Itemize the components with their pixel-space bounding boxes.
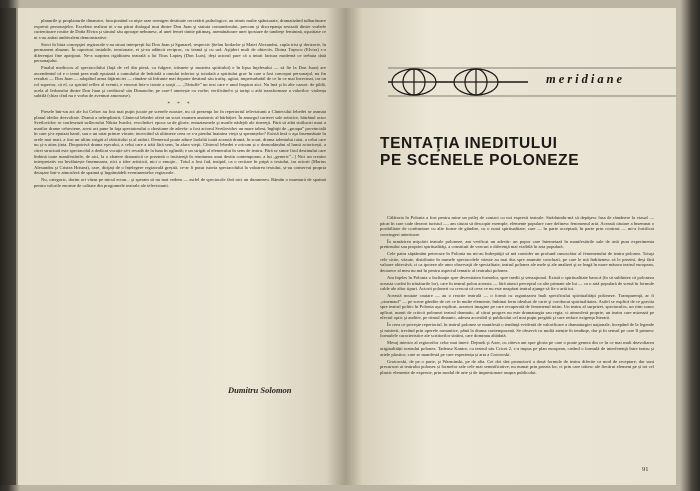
left-paragraph-1: planurile şi proplanurile dinamice, funcţionând ca nişte raze roentgen destinate cercetării psihologice, au trimis multe spânzurate, dramatizând tulburătoare expresii personajelor. Excelent realizat ni s-au părut dialogul mut dintre Don Juan şi statuia comandorului, precum şi discrepanţa sesizată dintre vorbele curtenitoare rostite de Doña Elvira şi sărutul său aproape nebunesc, al unei femei rănite pătimaş, asemănătoare unei ipostaze de tandreţe feminină, uşurătate ce ni s-au arătat ambivalent demonstrative.	[34, 18, 326, 40]
right-article-body	[380, 215, 654, 377]
article-title	[380, 135, 580, 169]
left-paragraph-5: Nu, categoric, dorim ori văzut pe micul ecran... şi speram să nu mai vedem — astfel de spectacole fără nici un dumnezeu. Rămân o marmură de spaimă pentru valorile enorme de calitate din programele teatrale ale televiziunii.	[34, 177, 326, 188]
right-paragraph-6: În ceea ce priveşte repertoriul, în teatrul polonez se manifestă o tendinţă evidentă de valorificare a dramaturgiei naţionale, începând de la legende şi misterii, trecând prin operele romantice, până la drama contemporană. Se observă cu multă atenție în tendinţe, dar şi în sensul pe care îl primesc formulele caracteristice ale scriitorilor străini, care dominau altădată.	[380, 322, 654, 339]
article-title-line-1: TENTAŢIA INEDITULUI	[380, 135, 558, 152]
article-title-line-2: PE SCENELE POLONEZE	[380, 152, 580, 169]
right-paragraph-5: Această noutate cautare — au o reactie teatrală — o formă cu organizarea înalt specificului spiritualităţii poloneze. Transparenţă, ar fi „cinemaul” — pe scene gândite de cei ce în multe elemente, îmbinat ferm idealuri de carte şi coroborat spiritualitatea. Astfel se explică de ce gravita spre teatrul politic în Polonia aşa explicat, arareori imagine pe care recuperată de fenomenul intim. Un teatru al surprizei, spectaculos, un ritm sonor aplicat, numit de criticii polonezi teatrul dramatic, al cărui progres nu este dramaturgia sau regia, ci atmosferă proprie, un teatru care mizează pe efectul optic şi auditiv, pe ritmul dinamic, adesea accesibil și publicului cel mai puţin pregătit şi care reduce exigenţa literară.	[380, 293, 654, 321]
author-signature: Dumitru Solomon	[228, 385, 292, 395]
left-paragraph-3: Finalul mediocru al spectacolului (faţă de cel din piesă, cu fulgere, trăsnete şi moartea spiritului) e în lipsa înţelesului — să fie la Don Juan) are ascendentul că e o temă prea mult epuizată a cumulului de îndoială a omului inferior şi totodată a spiritului grav în care a fost conceput personajul, nu fin rezultat — Don Juan — adoptînd arma făţărniciei — rămâne să înfrunte mai departe destinul său trufaş, agitat, imperturbabil de ce în ce mai învecinat, iar un rol superior, că el, ca spiritul reflex al vremii, e vinovat într-o ironie a sorţii — „Tărtuffe” un text care e unul înspirat aici. Nu îmă şi în alte cazuri: de pildă, acela al Ierbarului dintre Don Juan şi creditorul său Dimanche, pe care-l ametește cu vorbe; verificând-o şi iarăşi o atât transformare a valorilor: violența subtilă (chiar cînd nu e vorba de aventuri amoroase).	[34, 65, 326, 99]
page-number: 91	[642, 466, 649, 473]
left-paragraph-2: Strict în linia concepţiei regizorale s-au situat interpreţii lui Don Juan şi Sganarel, respectiv Ştefan Iordache şi Matei Alexandru, cupla trist şi derizorie, în permanent abuzun. În raporturi instabile, tensionate, ei şi-au adâncit reciproc, cu teamă şi cu urâ. Aşijderi mult de obiectiv, Doina Tuţescu (Elvira) s-a diferenţiat fine aparţinut. Ne-a surprins rigiditatea teatrală a lui Titus Lapteş (Don Luis), deşi actorul pare că a intuit factura modernă ce trebuia dată personajului.	[34, 41, 326, 64]
right-paragraph-2: În urmărirea mişcării teatrale poloneze, am verificat un adevăr: un popor care întemeiază în manifestările sale de artă pura experimenta pretinsului sau propriei spiritualităţi, a constituit de veacuri o diferenţă mai vizibilă în arta populară.	[380, 238, 654, 250]
section-label: meridiane	[546, 72, 626, 86]
left-article-body	[34, 18, 326, 190]
right-paragraph-3: Cele patru săptămâni petrecute în Polonia nu mi-au îndreptăţit să mă consider un profund cunoscător al fenomenului de teatru polonez. Totuşi cele citite, văzute, distribuite în numele spectacolele văzute au mai dus spre anumite concluzii, pe care le mă îndrăznesc să le prezint, deşi fără valoare obiectivă, ci ca ipoteze ale unor observaţii de specialitate, teatrul polonez ale mele și ale analizei şi se leagă în mare măsura teatrul european, deoarece al meu nu mă în pentru aspectul tematic al teatrului polonez.	[380, 251, 654, 273]
meridiane-banner	[388, 66, 676, 98]
right-page	[346, 8, 676, 485]
right-paragraph-7: Mesaj interior al regizorilor celor mai tineri: Dejmek şi Axer, cu câteva ani spre gloria pe care o poate genera din ce în ce mai mult dezvoltarea originalității teatrului polonez. Tadeusz Kantor, cu teatrul său Cricot 2, s-a impus pe plan european, creând o formulă de interferenţă între teatru şi artele plastice, care se manifestă pe care experiența și arta a Crotowski.	[380, 340, 654, 357]
right-paragraph-1: Călătoria în Polonia a fost pentru mine un prilej de contact cu noi expresii teatrale. Străduindu-mă să depăşesc fasa de rămânere la vizual — păcat în care cade deseori turistul —, am căutat să descopăr exemple, elemente populare care definesc fenomenul artă. Această căutare a însemnat o posibilitate de confruntare cu alte forme de gândire, cu o nouă spiritualitate, care — în parte acceptată, în parte prin contrast — mi-a fortificat convingeri anterioare.	[380, 215, 654, 237]
left-page	[18, 8, 346, 485]
right-paragraph-8: Grotowski, de pe o parte, şi Warminski, pe de alta. Cei doi sînt promotorii a două formule de teatru diferite ca mod de receptare, dar sunt precursori ai teatrului polonez și formelor sale cele mai semnificative, nu numai prin poezia lor, ci prin care trăiesc ale fiecărui element pe și tot cel plastic elemente de expresie, prin modul de arte și de impresionare asupra publicului.	[380, 358, 654, 375]
section-separator: * * *	[167, 101, 193, 107]
right-paragraph-4: Am înţeles în Polonia o înclinaţie spre diversitatea formelor, spre inedit şi senzaţional. Există o spiritualitate barocă (în să subliniez că poloneza aceasta cuvînt în trăsăturile lor), care în teatrul polon aceasta — fără atunci perceptul ca alte primate ale lui — ca o artă populară de scenă în formule calde ale altor tipuri. Actorii poloneri cu crescut că ceea ce nu este neapărat teatral ajunge să fie o artă tot.	[380, 274, 654, 292]
left-paragraph-4: Piesele într-un act ale lui Cehov au fost mai puţin jucate pe scenele noastre, nu că prezenţa lor în repertoriul televiziunii a Cântecului lebedei se asmuta planul ideilor dezvoltate. Dramă a neîmplinirii, Cântecul lebedei oferă un scurt examen anatomic al bărbăției. În amurgul carierei sale artistice, bătrânul actor Svetlovidov se confesează sufleorului Nikita Ivanîci, evocîndu-i epoca sa de glorie, entuziasmele şi marile nădejdi ale tinereţii. Fără să aibă străluciri mari a marilor drame cehoviene, acest act pune în faţa spectatorului o chestiune de adevăr: a fost actorul Svetlovidov un mare talent, înghiţit de „groapa” provincială în care şi-a epuizat harul, sau e un ratat printre văcute, incercând să ultimeze ceea ce s-a pierdut înaintea vieţii și speranțelor? Există însă o aşa însemnătate în orele mai mari, a fost un ultim strigăt al rătăcitului și al ratării. Demersul poate aduce laolaltă toată această dramă, în scurt, drama talentului ratat, a celui care nu şi-a atins ținta. Deopotrivă drama eşecului, a celui care a trăit fără sens, în afara vieţii. Cîntecul lebedei e oricum și o deznodământ al lumii actoricești, a cărei structură este spectacolul a dedicat vocație să-i revadă de la luna în oglindă; e un strigăt al efemerului în sens de teatru. Fără se simte firul destinului care îmbină toate manifestările, de aici, la o zbatere dramatică ce prezintă o insistenţă în reuniunea unui destin contemporan, a lui „generic”...] Nici un creator interpretativ nu învăluiește însemnarea, nici o idee artistică, nici o emoţie... Totul a fost fad, insipid, ca o recitare în pripă a textului, iar actorii (Marius Alexandru şi Cristea Hristea), care, dirijați de o înțelegere regizorală greșită, ce-ar fi putut istoria spectacolului la valoarea textului, și-au conservat propria detașare într-o atmosferă de spaimă şi îngrămădeli evenimentelor regizorale.	[34, 109, 326, 176]
binding-shadow	[0, 8, 16, 485]
